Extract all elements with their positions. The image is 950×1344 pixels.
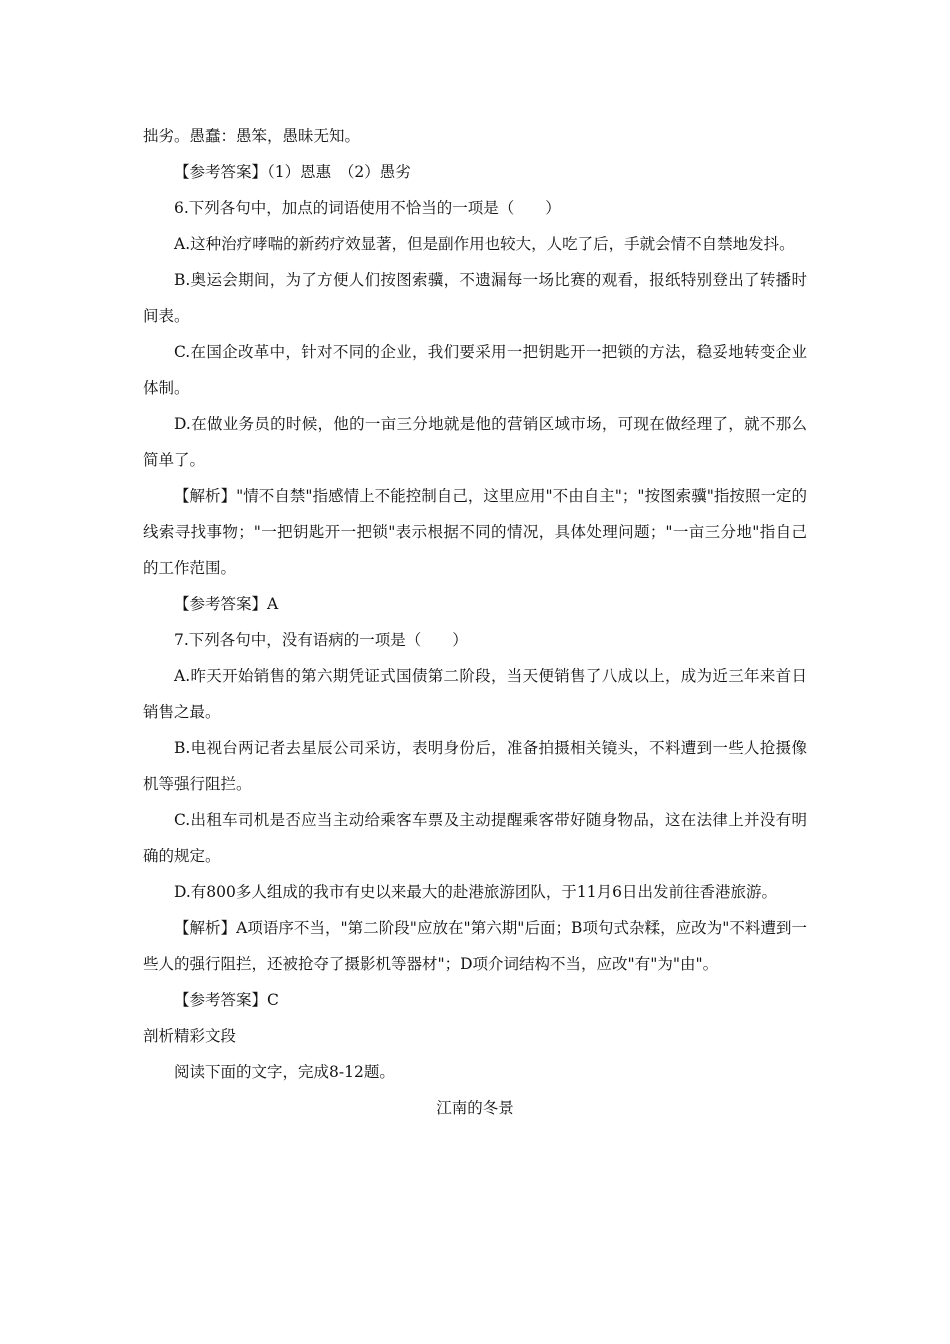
question-7-analysis: 【解析】A项语序不当，"第二阶段"应放在"第六期"后面；B项句式杂糅，应改为"不料遭到一些人的强行阻拦，还被抢夺了摄影机等器材"；D项介词结构不当，应改"有"为"由"。 <box>143 919 807 973</box>
question-6-option-b: B.奥运会期间，为了方便人们按图索骥，不遗漏每一场比赛的观看，报纸特别登出了转播时间表。 <box>143 271 807 325</box>
passage-title: 江南的冬景 <box>436 1099 514 1117</box>
question-7-option-b: B.电视台两记者去星辰公司采访，表明身份后，准备拍摄相关镜头，不料遭到一些人抢摄像机等强行阻拦。 <box>143 739 807 793</box>
document-body <box>143 118 807 1126</box>
text-line: 拙劣。愚蠢：愚笨，愚昧无知。 <box>143 127 361 145</box>
section-heading: 剖析精彩文段 <box>143 1027 237 1045</box>
question-7: 7.下列各句中，没有语病的一项是（ ） <box>174 631 468 649</box>
question-7-option-d: D.有800多人组成的我市有史以来最大的赴港旅游团队，于11月6日出发前往香港旅游。 <box>174 883 777 901</box>
question-6-option-c: C.在国企改革中，针对不同的企业，我们要采用一把钥匙开一把锁的方法，稳妥地转变企业体制。 <box>143 343 807 397</box>
answer-line: 【参考答案】（1）恩惠 （2）愚劣 <box>174 163 411 181</box>
question-6-answer: 【参考答案】A <box>174 595 279 613</box>
question-7-option-a: A.昨天开始销售的第六期凭证式国债第二阶段，当天便销售了八成以上，成为近三年来首日销售之最。 <box>143 667 807 721</box>
reading-instruction: 阅读下面的文字，完成8-12题。 <box>174 1063 395 1081</box>
question-6: 6.下列各句中，加点的词语使用不恰当的一项是（ ） <box>174 199 561 217</box>
question-6-option-a: A.这种治疗哮喘的新药疗效显著，但是副作用也较大，人吃了后，手就会情不自禁地发抖。 <box>174 235 795 253</box>
question-7-option-c: C.出租车司机是否应当主动给乘客车票及主动提醒乘客带好随身物品，这在法律上并没有明确的规定。 <box>143 811 807 865</box>
question-6-analysis: 【解析】"情不自禁"指感情上不能控制自己，这里应用"不由自主"；"按图索骥"指按照一定的线索寻找事物；"一把钥匙开一把锁"表示根据不同的情况，具体处理问题；"一亩三分地"指自己的工作范围。 <box>143 487 807 577</box>
question-7-answer: 【参考答案】C <box>174 991 279 1009</box>
question-6-option-d: D.在做业务员的时候，他的一亩三分地就是他的营销区域市场，可现在做经理了，就不那么简单了。 <box>143 415 807 469</box>
